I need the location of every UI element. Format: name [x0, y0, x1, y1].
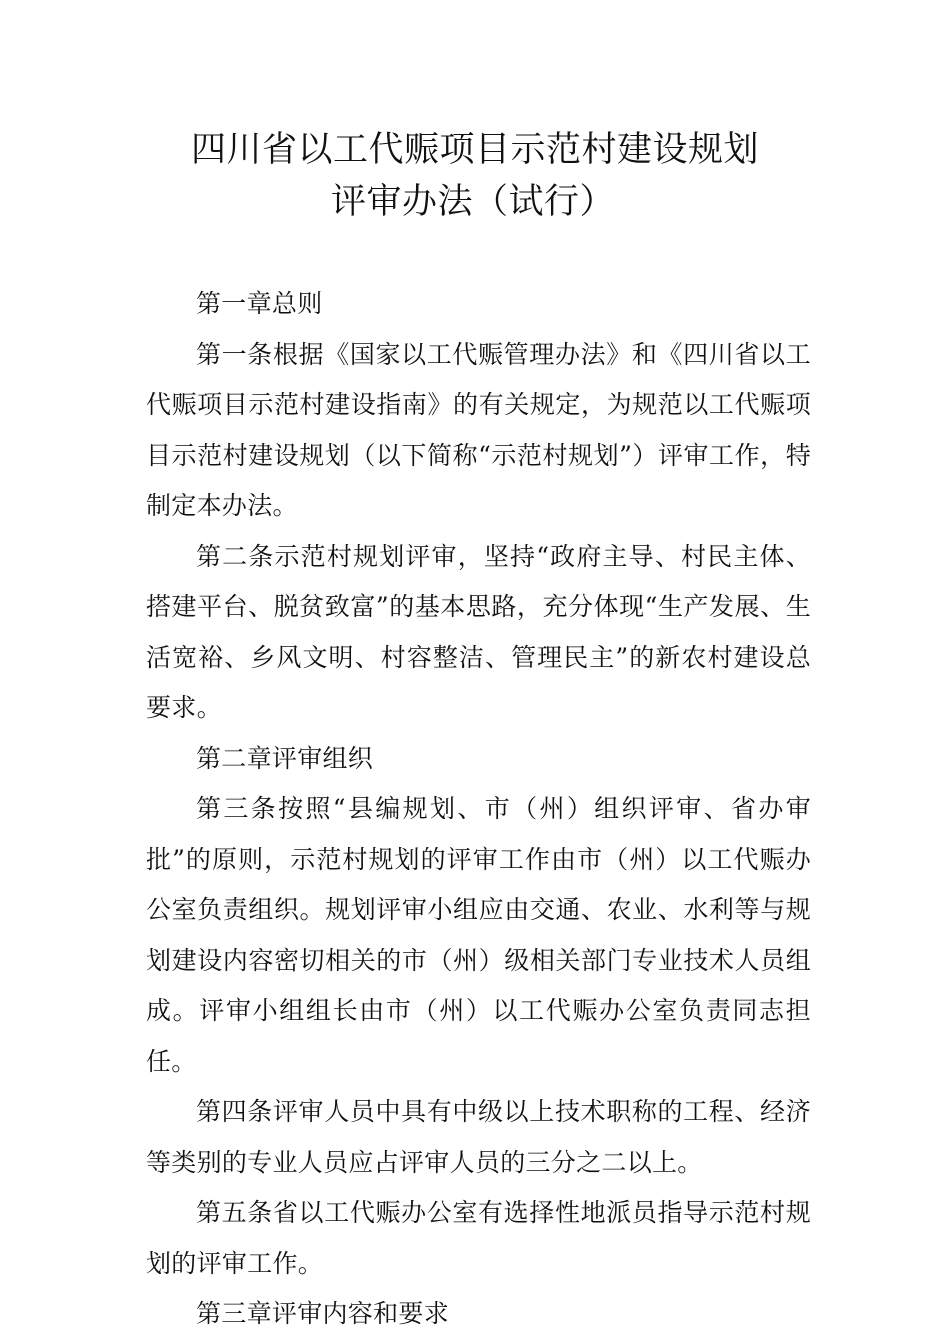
article-2: 第二条示范村规划评审，坚持“政府主导、村民主体、搭建平台、脱贫致富”的基本思路，充分体现“生产发展、生活宽裕、乡风文明、村容整洁、管理民主”的新农村建设总要求。: [146, 541, 811, 722]
document-title: [0, 124, 950, 228]
chapter-heading-2: 第二章评审组织: [196, 743, 374, 773]
title-line-1: 四川省以工代赈项目示范村建设规划: [190, 130, 759, 170]
article-5: 第五条省以工代赈办公室有选择性地派员指导示范村规划的评审工作。: [146, 1198, 811, 1278]
chapter-heading-1: 第一章总则: [196, 289, 323, 318]
title-line-2: 评审办法（试行）: [330, 182, 615, 222]
document-body: [146, 279, 811, 1340]
article-3: 第三条按照“县编规划、市（州）组织评审、省办审批”的原则，示范村规划的评审工作由市（州）以工代赈办公室负责组织。规划评审小组应由交通、农业、水利等与规划建设内容密切相关的市（州）级相关部门专业技术人员组成。评审小组组长由市（州）以工代赈办公室负责同志担任。: [146, 794, 811, 1076]
chapter-heading-3: 第三章评审内容和要求: [196, 1299, 450, 1328]
article-1: 第一条根据《国家以工代赈管理办法》和《四川省以工代赈项目示范村建设指南》的有关规定，为规范以工代赈项目示范村建设规划（以下简称“示范村规划”）评审工作，特制定本办法。: [146, 339, 811, 520]
article-4: 第四条评审人员中具有中级以上技术职称的工程、经济等类别的专业人员应占评审人员的三分之二以上。: [146, 1097, 811, 1177]
